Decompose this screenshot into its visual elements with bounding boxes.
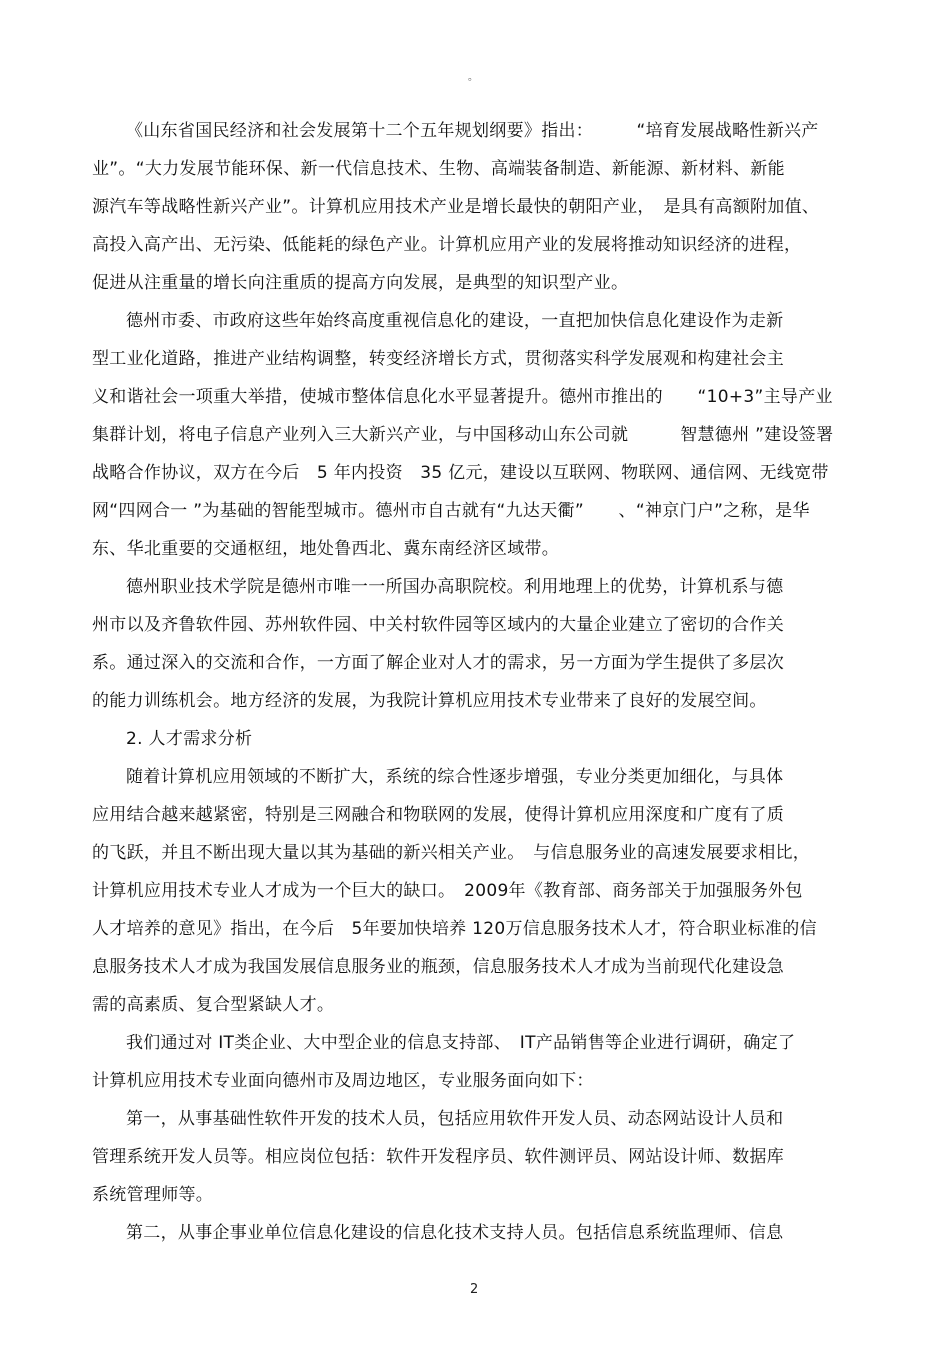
- text-line: 管理系统开发人员等。相应岗位包括：软件开发程序员、软件测评员、网站设计师、数据库: [92, 1147, 784, 1167]
- text-line: 网“四网合一 ”为基础的智能型城市。德州市自古就有“九达天衢” 、“神京门户”之称，是华: [92, 501, 810, 521]
- text-line: 我们通过对 IT类企业、大中型企业的信息支持部、 IT产品销售等企业进行调研，确定了: [126, 1033, 796, 1053]
- text-line: 德州市委、市政府这些年始终高度重视信息化的建设，一直把加快信息化建设作为走新: [126, 311, 784, 331]
- text-line: 的能力训练机会。地方经济的发展，为我院计算机应用技术专业带来了良好的发展空间。: [92, 691, 767, 711]
- text-line: 第一，从事基础性软件开发的技术人员，包括应用软件开发人员、动态网站设计人员和: [126, 1109, 784, 1129]
- text-line: 高投入高产出、无污染、低能耗的绿色产业。计算机应用产业的发展将推动知识经济的进程，: [92, 235, 802, 255]
- text-line: 计算机应用技术专业人才成为一个巨大的缺口。 2009年《教育部、商务部关于加强服务外包: [92, 881, 803, 901]
- text-line: 东、华北重要的交通枢纽，地处鲁西北、冀东南经济区域带。: [92, 539, 560, 559]
- text-line: 德州职业技术学院是德州市唯一一所国办高职院校。利用地理上的优势，计算机系与德: [126, 577, 784, 597]
- text-line: 义和谐社会一项重大举措，使城市整体信息化水平显著提升。德州市推出的 “10+3”主导产业: [92, 387, 833, 407]
- page-number: 2: [470, 1282, 479, 1297]
- text-line: 计算机应用技术专业面向德州市及周边地区，专业服务面向如下：: [92, 1071, 594, 1091]
- text-line: 战略合作协议，双方在今后 5 年内投资 35 亿元，建设以互联网、物联网、通信网、无线宽带: [92, 463, 829, 483]
- text-line: 应用结合越来越紧密，特别是三网融合和物联网的发展，使得计算机应用深度和广度有了质: [92, 805, 784, 825]
- text-line: 系。通过深入的交流和合作，一方面了解企业对人才的需求，另一方面为学生提供了多层次: [92, 653, 784, 673]
- text-line: 型工业化道路，推进产业结构调整，转变经济增长方式，贯彻落实科学发展观和构建社会主: [92, 349, 784, 369]
- text-line: 促进从注重量的增长向注重质的提高方向发展，是典型的知识型产业。: [92, 273, 629, 293]
- text-line: 的飞跃，并且不断出现大量以其为基础的新兴相关产业。 与信息服务业的高速发展要求相比，: [92, 843, 811, 863]
- section-heading: 2. 人才需求分析: [126, 729, 253, 749]
- text-line: 集群计划，将电子信息产业列入三大新兴产业，与中国移动山东公司就 智慧德州 ”建设签署: [92, 425, 834, 445]
- text-line: 《山东省国民经济和社会发展第十二个五年规划纲要》指出： “培育发展战略性新兴产: [126, 121, 819, 141]
- text-line: 息服务技术人才成为我国发展信息服务业的瓶颈，信息服务技术人才成为当前现代化建设急: [92, 957, 784, 977]
- text-line: 州市以及齐鲁软件园、苏州软件园、中关村软件园等区域内的大量企业建立了密切的合作关: [92, 615, 784, 635]
- text-line: 第二，从事企事业单位信息化建设的信息化技术支持人员。包括信息系统监理师、信息: [126, 1223, 784, 1243]
- text-line: 业”。“大力发展节能环保、新一代信息技术、生物、高端装备制造、新能源、新材料、新能: [92, 159, 785, 179]
- header-mark: 。: [468, 72, 478, 83]
- text-line: 需的高素质、复合型紧缺人才。: [92, 995, 335, 1015]
- text-line: 系统管理师等。: [92, 1185, 214, 1205]
- text-line: 人才培养的意见》指出，在今后 5年要加快培养 120万信息服务技术人才，符合职业标准的信: [92, 919, 817, 939]
- text-line: 源汽车等战略性新兴产业”。计算机应用技术产业是增长最快的朝阳产业， 是具有高额附加值、: [92, 197, 820, 217]
- text-line: 随着计算机应用领域的不断扩大，系统的综合性逐步增强，专业分类更加细化，与具体: [126, 767, 784, 787]
